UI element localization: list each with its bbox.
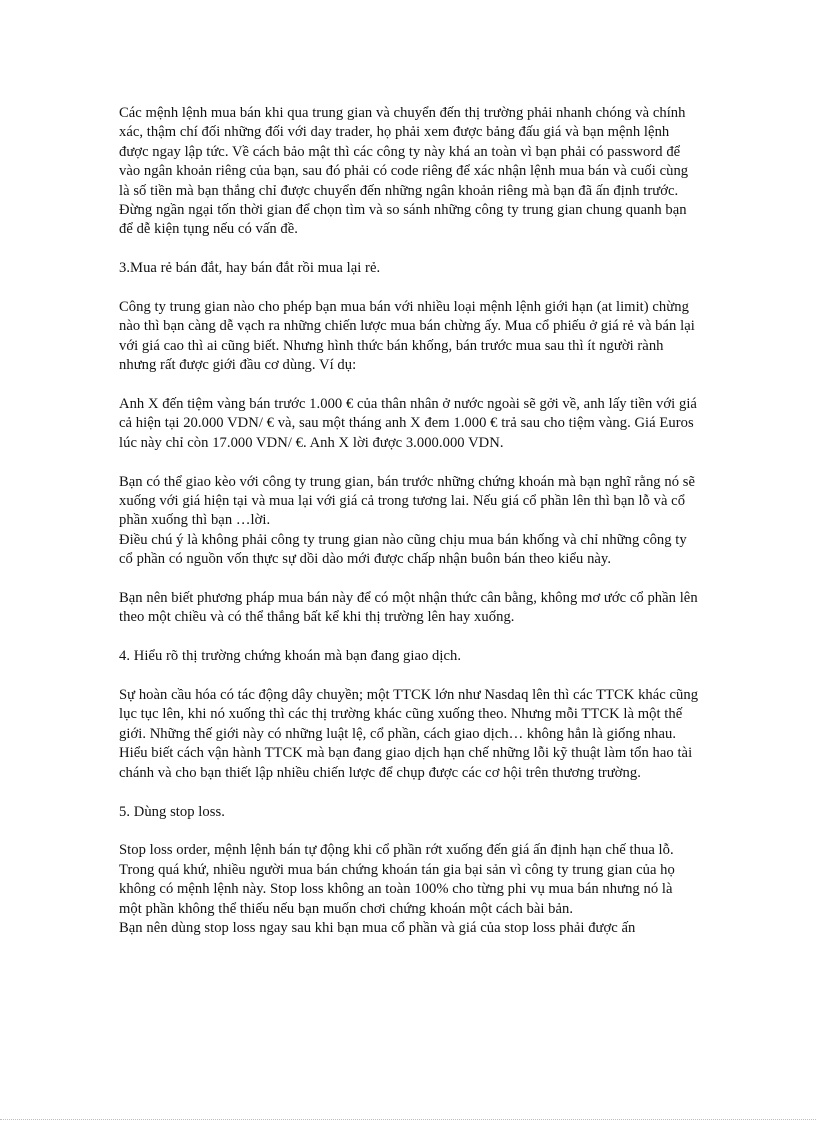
paragraph-limit-orders: Công ty trung gian nào cho phép bạn mua bán với nhiều loại mệnh lệnh giới hạn (at limit) chừng nào thì bạn càng dễ vạch ra những chiến lược mua bán chừng ấy. Mua cổ phiếu ở giá rẻ và bán lại với giá cao thì ai cũng biết. Nhưng hình thức bán khống, bán trước mua sau thì ít người rành nhưng rất được giới đầu cơ dùng. Ví dụ: bbox=[119, 299, 695, 374]
heading-stop-loss: 5. Dùng stop loss. bbox=[119, 803, 225, 820]
paragraph-note: Điều chú ý là không phải công ty trung gian nào cũng chịu mua bán khống và chỉ những công ty cổ phần có nguồn vốn thực sự dồi dào mới được chấp nhận buôn bán theo kiểu này. bbox=[119, 531, 687, 568]
paragraph-globalization: Sự hoàn cầu hóa có tác động dây chuyền; một TTCK lớn như Nasdaq lên thì các TTCK khác cũng lục tục lên, khi nó xuống thì các thị trường khác cũng xuống theo. Nhưng mỗi TTCK là một thế giới. Những thế giới này có những luật lệ, cổ phần, cách giao dịch… không hẳn là giống nhau. Hiểu biết cách vận hành TTCK mà bạn đang giao dịch hạn chế những lỗi kỹ thuật làm tổn hao tài chánh và cho bạn thiết lập nhiều chiến lược để chụp được các cơ hội trên thương trường. bbox=[119, 687, 699, 781]
paragraph-short-selling: Bạn có thể giao kèo với công ty trung gian, bán trước những chứng khoán mà bạn nghĩ rằng nó sẽ xuống với giá hiện tại và mua lại với giá cả trong tương lai. Nếu giá cổ phần lên thì bạn lỗ và cổ phần xuống thì bạn …lời. bbox=[119, 473, 695, 529]
paragraph-example: Anh X đến tiệm vàng bán trước 1.000 € của thân nhân ở nước ngoài sẽ gởi về, anh lấy tiền với giá cả hiện tại 20.000 VDN/ € và, sau một tháng anh X đem 1.000 € trả sau cho tiệm vàng. Giá Euros lúc này chỉ còn 17.000 VDN/ €. Anh X lời được 3.000.000 VDN. bbox=[119, 396, 697, 451]
paragraph-balance: Bạn nên biết phương pháp mua bán này để có một nhận thức cân bằng, không mơ ước cổ phần lên theo một chiều và có thể thắng bất kể khi thị trường lên hay xuống. bbox=[119, 590, 698, 626]
paragraph-stop-loss-order: Stop loss order, mệnh lệnh bán tự động khi cổ phần rớt xuống đến giá ấn định hạn chế thua lỗ. Trong quá khứ, nhiều người mua bán chứng khoán tán gia bại sản vì công ty trung gian của họ không có mệnh lệnh này. Stop loss không an toàn 100% cho từng phi vụ mua bán nhưng nó là một phần không thể thiếu nếu bạn muốn chơi chứng khoán một cách bài bản. bbox=[119, 842, 675, 917]
paragraph-intro: Các mệnh lệnh mua bán khi qua trung gian và chuyển đến thị trường phải nhanh chóng và chính xác, thậm chí đối những đối với day trader, họ phải xem được bảng đấu giá và bạn mệnh lệnh được ngay lập tức. Về cách bảo mật thì các công ty này khá an toàn vì bạn phải có password để vào ngân khoản riêng của bạn, sau đó phải có code riêng để xác nhận lệnh mua bán và cuối cùng là số tiền mà bạn thắng chỉ được chuyển đến những ngân khoản riêng mà bạn đã ấn định trước. Đừng ngần ngại tốn thời gian để chọn tìm và so sánh những công ty trung gian chung quanh bạn để dễ kiện tụng nếu có vấn đề. bbox=[119, 105, 689, 238]
document-body bbox=[119, 104, 699, 938]
paragraph-stop-loss-advice: Bạn nên dùng stop loss ngay sau khi bạn mua cổ phần và giá của stop loss phải được ấn bbox=[119, 919, 636, 936]
heading-buy-low-sell-high: 3.Mua rẻ bán đắt, hay bán đắt rồi mua lại rẻ. bbox=[119, 260, 381, 277]
page-bottom-divider bbox=[0, 1119, 816, 1120]
heading-understand-market: 4. Hiểu rõ thị trường chứng khoán mà bạn đang giao dịch. bbox=[119, 648, 462, 665]
